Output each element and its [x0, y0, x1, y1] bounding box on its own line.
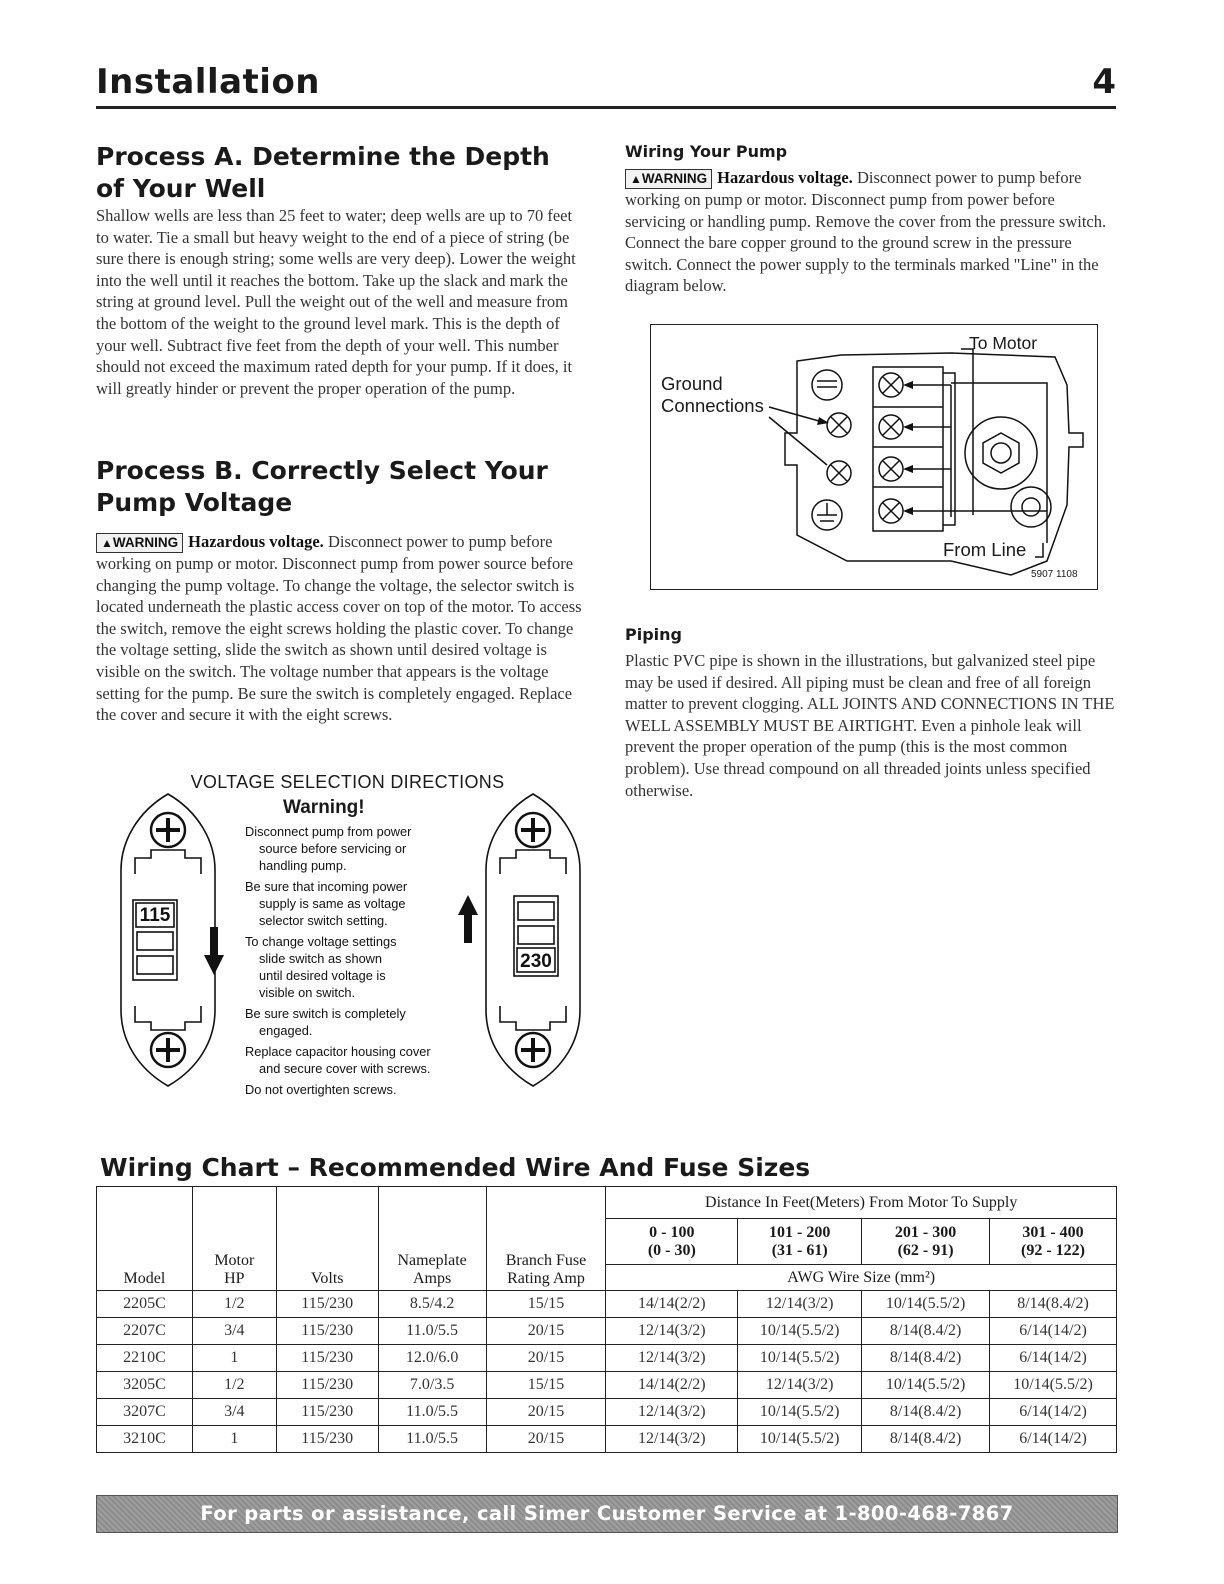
header-volts: Volts	[276, 1187, 378, 1291]
table-cell: 115/230	[276, 1426, 378, 1453]
header-distance: Distance In Feet(Meters) From Motor To Supply	[606, 1187, 1117, 1219]
warning-badge	[625, 169, 712, 189]
table-cell: 2205C	[97, 1291, 193, 1318]
table-cell: 115/230	[276, 1345, 378, 1372]
wiring-text	[625, 167, 1117, 297]
table-cell: 11.0/5.5	[378, 1399, 486, 1426]
process-a-heading: Process A. Determine the Depth of Your Well	[96, 142, 550, 203]
table-cell: 3/4	[192, 1318, 276, 1345]
to-motor-label: To Motor	[969, 333, 1038, 353]
table-cell: 1/2	[192, 1291, 276, 1318]
process-b-body: Disconnect power to pump before working on pump or motor. Disconnect pump from power source before changing the pump voltage. To change the voltage, the selector switch is located underneath the plastic access cover on top of the motor. To access the switch, remove the eight screws holding the plastic cover. To change the voltage setting, slide the switch as shown until desired voltage is visible on the switch. The voltage number that appears is the voltage setting for the pump. Be sure the switch is completely engaged. Replace the cover and secure it with the eight screws.	[96, 532, 582, 725]
table-cell: 3210C	[97, 1426, 193, 1453]
table-cell: 2207C	[97, 1318, 193, 1345]
table-cell: 8/14(8.4/2)	[862, 1318, 990, 1345]
header-awg: AWG Wire Size (mm²)	[606, 1265, 1117, 1291]
table-cell: 3207C	[97, 1399, 193, 1426]
table-cell: 12/14(3/2)	[738, 1372, 862, 1399]
table-cell: 20/15	[486, 1426, 606, 1453]
direction-step: Be sure that incoming power supply is same as voltage selector switch setting.	[245, 879, 408, 928]
table-cell: 7.0/3.5	[378, 1372, 486, 1399]
from-line-label: From Line	[943, 539, 1027, 560]
piping-heading: Piping	[625, 625, 682, 644]
voltage-diagram-title: VOLTAGE SELECTION DIRECTIONS	[190, 772, 505, 792]
table-cell: 15/15	[486, 1372, 606, 1399]
table-cell: 6/14(14/2)	[990, 1345, 1117, 1372]
table-cell: 14/14(2/2)	[606, 1372, 738, 1399]
table-cell: 8/14(8.4/2)	[862, 1426, 990, 1453]
process-b-text	[96, 531, 588, 726]
table-row	[97, 1399, 1117, 1426]
switch-230-label: 230	[520, 951, 552, 972]
table-cell: 10/14(5.5/2)	[862, 1291, 990, 1318]
warning-badge-label: WARNING	[641, 171, 708, 186]
header-rule	[96, 106, 1116, 109]
table-row	[97, 1291, 1117, 1318]
direction-step: To change voltage settings slide switch as shown until desired voltage is visible on switch.	[245, 934, 397, 1000]
process-b-warning-title: Hazardous voltage.	[188, 532, 324, 551]
table-cell: 12/14(3/2)	[606, 1399, 738, 1426]
header-branch-fuse: Branch Fuse Rating Amp	[486, 1187, 606, 1291]
table-cell: 1	[192, 1426, 276, 1453]
table-cell: 115/230	[276, 1372, 378, 1399]
table-cell: 12/14(3/2)	[606, 1426, 738, 1453]
warning-triangle-icon: ▲	[101, 536, 113, 550]
table-cell: 12/14(3/2)	[738, 1291, 862, 1318]
warning-badge-label: WARNING	[112, 535, 179, 550]
diagram-code: 5907 1108	[1031, 569, 1078, 580]
page-title: Installation	[96, 62, 321, 102]
warning-badge	[96, 533, 183, 553]
header-motor-hp: Motor HP	[192, 1187, 276, 1291]
table-cell: 14/14(2/2)	[606, 1291, 738, 1318]
direction-step: Do not overtighten screws.	[245, 1082, 397, 1097]
table-cell: 12.0/6.0	[378, 1345, 486, 1372]
table-cell: 3205C	[97, 1372, 193, 1399]
table-row	[97, 1345, 1117, 1372]
ground-label-line-1: Ground	[661, 373, 723, 394]
switch-115-label: 115	[139, 905, 171, 926]
table-cell: 12/14(3/2)	[606, 1318, 738, 1345]
customer-service-banner: For parts or assistance, call Simer Customer Service at 1-800-468-7867	[96, 1495, 1118, 1533]
ground-label-line-2: Connections	[661, 395, 764, 416]
table-cell: 10/14(5.5/2)	[862, 1372, 990, 1399]
table-cell: 11.0/5.5	[378, 1426, 486, 1453]
pressure-switch-diagram	[650, 324, 1098, 590]
table-cell: 8.5/4.2	[378, 1291, 486, 1318]
table-cell: 8/14(8.4/2)	[862, 1399, 990, 1426]
table-row	[97, 1318, 1117, 1345]
wiring-chart-title: Wiring Chart – Recommended Wire And Fuse Sizes	[100, 1153, 811, 1182]
voltage-directions-list	[245, 823, 485, 1098]
warning-triangle-icon: ▲	[630, 172, 642, 186]
table-cell: 115/230	[276, 1291, 378, 1318]
table-cell: 6/14(14/2)	[990, 1399, 1117, 1426]
table-cell: 10/14(5.5/2)	[738, 1399, 862, 1426]
pressure-switch-drawing	[651, 325, 1097, 589]
switch-230-illustration	[480, 790, 586, 1090]
table-cell: 8/14(8.4/2)	[990, 1291, 1117, 1318]
ground-connections-label	[661, 373, 764, 417]
voltage-diagram-warning: Warning!	[283, 797, 365, 818]
table-cell: 20/15	[486, 1345, 606, 1372]
table-cell: 1	[192, 1345, 276, 1372]
process-a-body: Shallow wells are less than 25 feet to water; deep wells are up to 70 feet to water. Tie a small but heavy weight to the end of a piece of string (be sure there is enough string; some wells are very deep). Lower the weight into the well until it reaches the bottom. Take up the slack and mark the string at ground level. Pull the weight out of the well and measure from the bottom of the weight to the ground level mark. This is the depth of your well. Subtract five feet from the depth of your well. This number should not exceed the maximum rated depth for your pump. If it does, it will greatly hinder or prevent the proper operation of the pump.	[96, 206, 576, 398]
table-cell: 8/14(8.4/2)	[862, 1345, 990, 1372]
table-cell: 1/2	[192, 1372, 276, 1399]
table-cell: 15/15	[486, 1291, 606, 1318]
table-cell: 20/15	[486, 1399, 606, 1426]
header-range-4: 301 - 400 (92 - 122)	[990, 1219, 1117, 1265]
table-cell: 12/14(3/2)	[606, 1345, 738, 1372]
direction-step: Be sure switch is completely engaged.	[245, 1006, 406, 1038]
header-nameplate-amps: Nameplate Amps	[378, 1187, 486, 1291]
table-cell: 10/14(5.5/2)	[990, 1372, 1117, 1399]
table-cell: 6/14(14/2)	[990, 1426, 1117, 1453]
header-range-3: 201 - 300 (62 - 91)	[862, 1219, 990, 1265]
direction-step: Replace capacitor housing cover and secure cover with screws.	[245, 1044, 431, 1076]
wiring-warning-title: Hazardous voltage.	[717, 168, 853, 187]
piping-body: Plastic PVC pipe is shown in the illustrations, but galvanized steel pipe may be used if desired. All piping must be clean and free of all foreign matter to prevent clogging. ALL JOINTS AND CONNECTIONS IN THE WELL ASSEMBLY MUST BE AIRTIGHT. Even a pinhole leak will prevent the proper operation of the pump (this is the most common problem). Use thread compound on all threaded joints unless specified otherwise.	[625, 651, 1115, 800]
wiring-body: Disconnect power to pump before working on pump or motor. Disconnect pump from power before servicing or handling pump. Remove the cover from the pressure switch. Connect the bare copper ground to the ground screw in the pressure switch. Connect the power supply to the terminals marked "Line" in the diagram below.	[625, 168, 1107, 296]
table-cell: 10/14(5.5/2)	[738, 1426, 862, 1453]
table-cell: 3/4	[192, 1399, 276, 1426]
table-cell: 11.0/5.5	[378, 1318, 486, 1345]
table-row	[97, 1372, 1117, 1399]
page-number: 4	[1092, 62, 1116, 102]
table-cell: 6/14(14/2)	[990, 1318, 1117, 1345]
arrow-up-icon	[456, 893, 480, 945]
table-cell: 10/14(5.5/2)	[738, 1318, 862, 1345]
header-range-1: 0 - 100 (0 - 30)	[606, 1219, 738, 1265]
table-row	[97, 1426, 1117, 1453]
header-range-2: 101 - 200 (31 - 61)	[738, 1219, 862, 1265]
wiring-chart-table	[96, 1186, 1117, 1453]
wiring-heading: Wiring Your Pump	[625, 142, 788, 161]
arrow-down-icon	[202, 925, 226, 977]
table-cell: 2210C	[97, 1345, 193, 1372]
header-model: Model	[97, 1187, 193, 1291]
wiring-chart-body	[97, 1291, 1117, 1453]
table-cell: 20/15	[486, 1318, 606, 1345]
table-cell: 115/230	[276, 1399, 378, 1426]
table-cell: 115/230	[276, 1318, 378, 1345]
table-cell: 10/14(5.5/2)	[738, 1345, 862, 1372]
process-b-heading: Process B. Correctly Select Your Pump Voltage	[96, 456, 548, 517]
direction-step: Disconnect pump from power source before servicing or handling pump.	[245, 824, 412, 873]
